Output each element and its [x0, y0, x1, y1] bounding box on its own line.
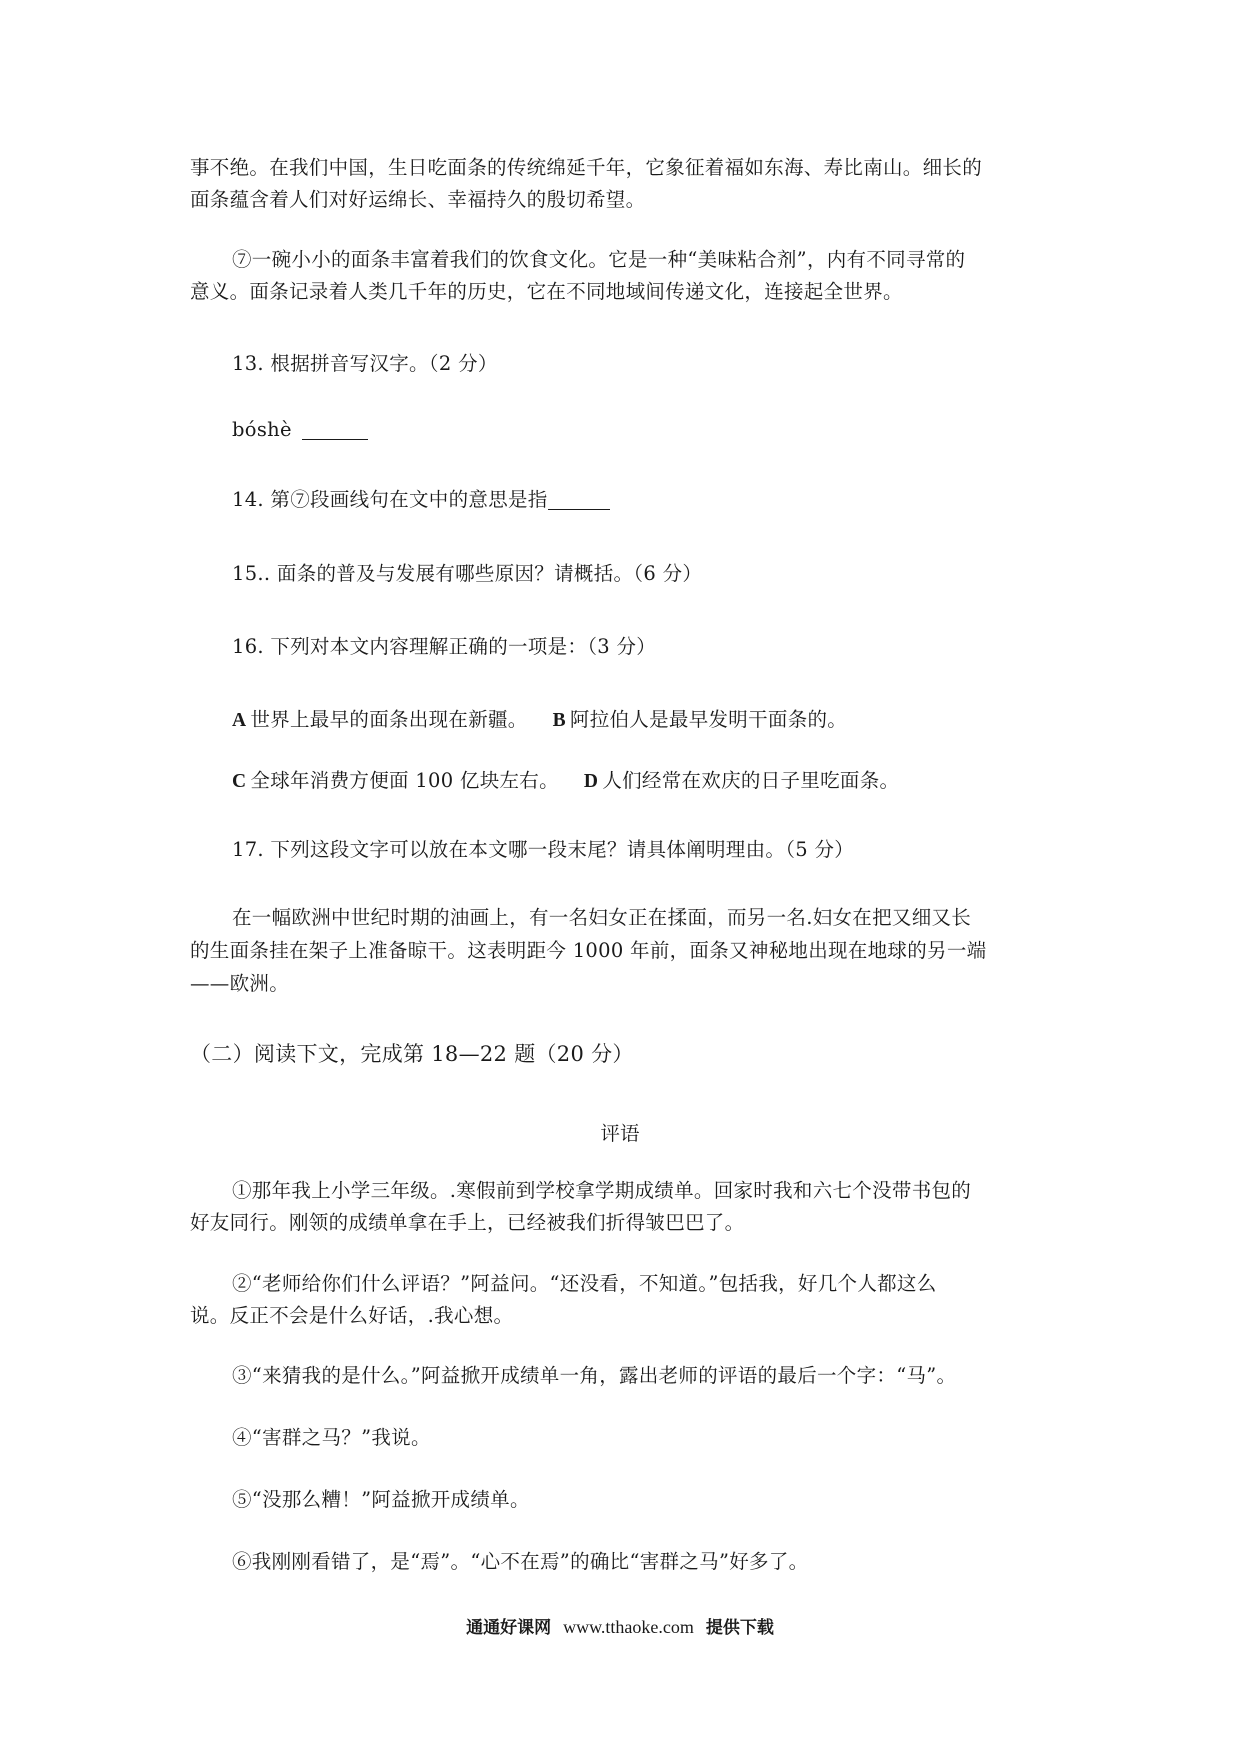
article-p1-line-1: ①那年我上小学三年级。.寒假前到学校拿学期成绩单。回家时我和六七个没带书包的: [232, 1179, 972, 1202]
article-p4: ④“害群之马？”我说。: [232, 1426, 431, 1449]
article-p2-line-1: ②“老师给你们什么评语？”阿益问。“还没看，不知道。”包括我，好几个人都这么: [232, 1272, 937, 1295]
paragraph-6-line-1: 事不绝。在我们中国，生日吃面条的传统绵延千年，它象征着福如东海、寿比南山。细长的: [190, 156, 983, 179]
option-d-letter: D: [583, 771, 599, 792]
question-16-options-cd: [232, 771, 899, 792]
page-footer: [0, 1613, 1240, 1638]
article-title: 评语: [600, 1122, 640, 1145]
article-p1-line-2: 好友同行。刚领的成绩单拿在手上，已经被我们折得皱巴巴了。: [190, 1211, 745, 1234]
question-17-passage-line-1: 在一幅欧洲中世纪时期的油画上，有一名妇女正在揉面，而另一名.妇女在把又细又长: [232, 906, 972, 929]
paragraph-7-line-2: 意义。面条记录着人类几千年的历史，它在不同地域间传递文化，连接起全世界。: [190, 280, 903, 303]
option-d-text: 人们经常在欢庆的日子里吃面条。: [602, 769, 900, 792]
option-c-letter: C: [232, 771, 247, 792]
answer-blank-13[interactable]: [302, 438, 368, 440]
footer-download-text: 提供下载: [705, 1618, 774, 1638]
article-p2-line-2: 说。反正不会是什么好话，.我心想。: [190, 1304, 514, 1327]
question-13-pinyin-row: [232, 420, 368, 440]
article-p6: ⑥我刚刚看错了，是“焉”。“心不在焉”的确比“害群之马”好多了。: [232, 1550, 809, 1573]
footer-site-name: 通通好课网: [466, 1618, 552, 1638]
option-b-letter: B: [552, 710, 566, 731]
question-17-passage-line-3: ——欧洲。: [190, 972, 289, 995]
option-b-text: 阿拉伯人是最早发明干面条的。: [569, 708, 848, 731]
question-17-passage-line-2: 的生面条挂在架子上准备晾干。这表明距今 1000 年前，面条又神秘地出现在地球的另一端: [190, 939, 987, 962]
paragraph-6-line-2: 面条蕴含着人们对好运绵长、幸福持久的殷切希望。: [190, 188, 646, 211]
option-c-text: 全球年消费方便面 100 亿块左右。: [250, 769, 559, 792]
question-14-row: [232, 490, 610, 510]
question-17: 17. 下列这段文字可以放在本文哪一段末尾？请具体阐明理由。（5 分）: [232, 838, 855, 861]
question-14: 14. 第⑦段画线句在文中的意思是指: [232, 488, 548, 511]
footer-url-link[interactable]: www.tthaoke.com: [563, 1617, 694, 1637]
question-13: 13. 根据拼音写汉字。（2 分）: [232, 352, 498, 375]
article-p5: ⑤“没那么糟！”阿益掀开成绩单。: [232, 1488, 530, 1511]
article-p3: ③“来猜我的是什么。”阿益掀开成绩单一角，露出老师的评语的最后一个字：“马”。: [232, 1364, 957, 1387]
question-16: 16. 下列对本文内容理解正确的一项是：（3 分）: [232, 635, 657, 658]
option-a-text: 世界上最早的面条出现在新疆。: [250, 708, 528, 731]
option-a-letter: A: [232, 710, 247, 731]
section-2-heading: （二）阅读下文，完成第 18—22 题（20 分）: [190, 1042, 634, 1066]
question-15: 15.. 面条的普及与发展有哪些原因？请概括。（6 分）: [232, 562, 703, 585]
question-16-options-ab: [232, 710, 847, 731]
question-13-pinyin: bóshè: [232, 418, 292, 441]
paragraph-7-line-1: ⑦一碗小小的面条丰富着我们的饮食文化。它是一种“美味粘合剂”，内有不同寻常的: [232, 248, 966, 271]
answer-blank-14[interactable]: [548, 508, 610, 510]
